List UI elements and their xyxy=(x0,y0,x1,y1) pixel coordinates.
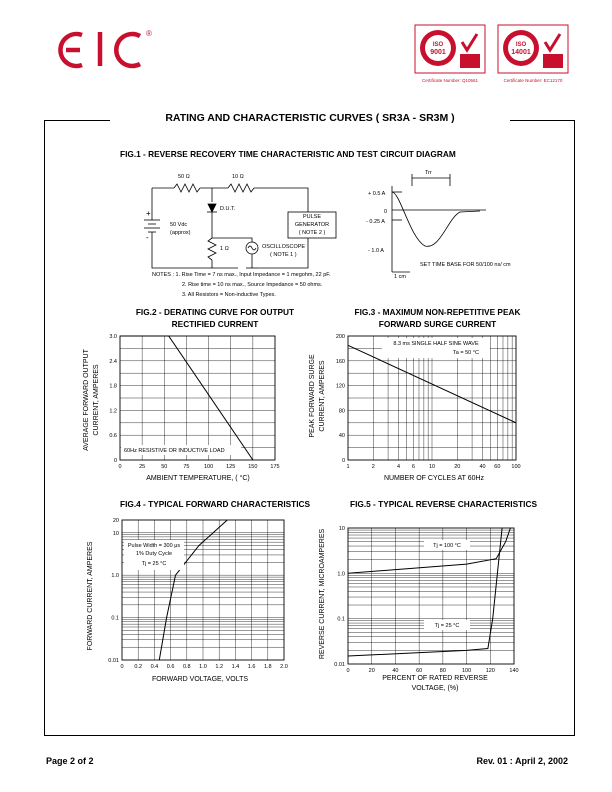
footer-page: Page 2 of 2 xyxy=(46,756,94,766)
cert-number-1: Certificate Number: Q10561 xyxy=(421,78,479,83)
x-tick-label: 120 xyxy=(485,668,495,674)
fig3-legend-2: Ta = 50 °C xyxy=(453,350,479,356)
y-tick-label: 2.4 xyxy=(109,358,117,365)
resistor-50: 50 Ω xyxy=(178,174,190,180)
x-tick-label: 60 xyxy=(416,668,423,674)
x-tick-label: 40 xyxy=(479,464,486,470)
fig5-xlabel-1: PERCENT OF RATED REVERSE xyxy=(382,675,488,682)
svg-text:1 cm: 1 cm xyxy=(394,274,406,280)
svg-text:Trr: Trr xyxy=(425,170,432,176)
fig4-legend-2: 1% Duty Cycle xyxy=(135,551,173,557)
fig2-chart xyxy=(78,330,288,486)
x-tick-label: 1.6 xyxy=(247,664,256,670)
y-tick-label: 10 xyxy=(112,530,119,537)
fig2-title-2: RECTIFIED CURRENT xyxy=(171,318,259,329)
svg-text:ISO: ISO xyxy=(432,42,444,48)
fig5-legend-1: Tj = 100 °C xyxy=(433,543,461,549)
cert-number-2: Certificate Number: EC12170 xyxy=(503,78,563,83)
fig2-legend: 60Hz RESISTIVE OR INDUCTIVE LOAD xyxy=(124,448,225,454)
x-tick-label: 1.2 xyxy=(215,664,224,670)
x-tick-label: 1 xyxy=(346,464,350,470)
x-tick-label: 25 xyxy=(139,464,146,470)
note-3: 3. All Resistors = Non-inductive Types. xyxy=(182,292,276,298)
x-tick-label: 0 xyxy=(346,668,350,674)
y-tick-label: 1.2 xyxy=(109,408,117,415)
x-tick-label: 0.8 xyxy=(182,664,191,670)
fig5-xlabel-2: VOLTAGE, (%) xyxy=(411,685,459,692)
x-tick-label: 1.8 xyxy=(263,664,272,670)
x-tick-label: 2.0 xyxy=(280,664,288,670)
x-tick-label: 125 xyxy=(226,464,236,470)
x-tick-label: 140 xyxy=(509,668,519,674)
fig3-xlabel: NUMBER OF CYCLES AT 60Hz xyxy=(383,475,485,482)
svg-text:1 Ω: 1 Ω xyxy=(220,246,229,252)
fig2-ylabel-1: AVERAGE FORWARD OUTPUT xyxy=(83,349,90,451)
svg-text:+: + xyxy=(146,209,151,218)
fig2-xlabel: AMBIENT TEMPERATURE, ( °C) xyxy=(146,475,250,482)
y-tick-label: 0.1 xyxy=(111,615,119,622)
svg-text:( NOTE 1 ): ( NOTE 1 ) xyxy=(270,252,297,258)
x-tick-label: 75 xyxy=(183,464,190,470)
y-tick-label: 0 xyxy=(113,458,117,464)
footer-revision: Rev. 01 : April 2, 2002 xyxy=(476,756,568,766)
y-tick-label: 1.0 xyxy=(337,571,345,578)
y-tick-label: 1.0 xyxy=(111,573,119,580)
svg-text:(approx): (approx) xyxy=(170,230,191,236)
x-tick-label: 0 xyxy=(118,464,122,470)
fig5-chart xyxy=(312,512,527,696)
x-tick-label: 20 xyxy=(368,668,375,674)
fig1-title: FIG.1 - REVERSE RECOVERY TIME CHARACTERISTIC AND TEST CIRCUIT DIAGRAM xyxy=(120,149,456,159)
svg-text:- 1.0 A: - 1.0 A xyxy=(368,248,384,254)
svg-text:50 Vdc: 50 Vdc xyxy=(170,222,188,228)
y-tick-label: 0.6 xyxy=(109,433,117,440)
svg-text:OSCILLOSCOPE: OSCILLOSCOPE xyxy=(262,244,306,250)
y-tick-label: 0.01 xyxy=(108,658,119,664)
x-tick-label: 80 xyxy=(439,668,446,674)
svg-text:9001: 9001 xyxy=(430,49,446,56)
y-tick-label: 120 xyxy=(335,383,345,390)
fig3-title-1: FIG.3 - MAXIMUM NON-REPETITIVE PEAK xyxy=(354,307,521,317)
note-1: NOTES : 1. Rise Time = 7 ns max., Input Impedance = 1 megohm, 22 pF. xyxy=(152,272,331,278)
fig4-legend-1: Pulse Width = 300 μs xyxy=(127,543,181,549)
resistor-10: 10 Ω xyxy=(232,174,244,180)
svg-text:SET TIME BASE FOR 50/100 ns/: SET TIME BASE FOR 50/100 ns/ cm xyxy=(420,262,511,268)
y-tick-label: 10 xyxy=(338,526,345,532)
x-tick-label: 100 xyxy=(511,464,521,470)
fig5-title: FIG.5 - TYPICAL REVERSE CHARACTERISTICS xyxy=(350,499,538,509)
svg-text:14001: 14001 xyxy=(511,49,531,56)
fig5-legend-2: Tj = 25 °C xyxy=(434,623,460,629)
x-tick-label: 1.4 xyxy=(231,664,240,670)
fig4-title: FIG.4 - TYPICAL FORWARD CHARACTERISTICS xyxy=(120,499,311,509)
x-tick-label: 2 xyxy=(371,464,375,470)
y-tick-label: 1.8 xyxy=(109,383,117,390)
fig4-legend-3: Tj = 25 °C xyxy=(141,561,167,567)
certification-badges xyxy=(414,24,574,86)
x-tick-label: 1.0 xyxy=(199,664,207,670)
x-tick-label: 10 xyxy=(428,464,436,470)
y-tick-label: 0.1 xyxy=(337,616,345,623)
fig4-ylabel: FORWARD CURRENT, AMPERES xyxy=(87,541,94,651)
y-tick-label: 0.01 xyxy=(334,662,345,668)
note-2: 2. Rise time = 10 ns max., Source Impedance = 50 ohms. xyxy=(182,282,323,288)
svg-text:- 0.25 A: - 0.25 A xyxy=(366,219,385,225)
y-tick-label: 3.0 xyxy=(109,334,117,340)
svg-text:GENERATOR: GENERATOR xyxy=(294,222,330,228)
x-tick-label: 0.4 xyxy=(150,664,159,670)
fig3-chart xyxy=(306,330,531,486)
fig4-xlabel: FORWARD VOLTAGE, VOLTS xyxy=(151,676,249,683)
x-tick-label: 0 xyxy=(120,664,124,670)
fig5-ylabel: REVERSE CURRENT, MICROAMPERES xyxy=(319,528,326,660)
y-tick-label: 200 xyxy=(335,334,345,340)
x-tick-label: 175 xyxy=(270,464,280,470)
svg-text:PULSE: PULSE xyxy=(302,214,322,220)
fig2-title-1: FIG.2 - DERATING CURVE FOR OUTPUT xyxy=(135,307,295,317)
y-tick-label: 20 xyxy=(112,518,119,524)
x-tick-label: 50 xyxy=(161,464,168,470)
fig4-chart xyxy=(80,512,295,686)
svg-text:0: 0 xyxy=(384,209,388,215)
svg-text:-: - xyxy=(146,233,149,242)
logo-reg: ® xyxy=(146,29,152,38)
fig3-title-2: FORWARD SURGE CURRENT xyxy=(378,318,497,329)
y-tick-label: 0 xyxy=(341,458,345,464)
dut-label: D.U.T. xyxy=(220,206,236,212)
fig3-ylabel-1: PEAK FORWARD SURGE xyxy=(309,354,316,438)
series-line xyxy=(348,528,510,573)
x-tick-label: 6 xyxy=(411,464,415,470)
fig3-legend-1: 8.3 ms SINGLE HALF SINE WAVE xyxy=(393,341,479,347)
svg-text:ISO: ISO xyxy=(515,42,527,48)
fig3-ylabel-2: CURRENT, AMPERES xyxy=(319,360,326,432)
fig1-circuit-diagram xyxy=(130,168,560,300)
y-tick-label: 160 xyxy=(335,358,345,365)
x-tick-label: 0.6 xyxy=(166,664,175,670)
x-tick-label: 150 xyxy=(248,464,258,470)
x-tick-label: 60 xyxy=(494,464,501,470)
eic-logo xyxy=(54,26,164,70)
x-tick-label: 40 xyxy=(392,668,399,674)
y-tick-label: 40 xyxy=(338,433,345,440)
x-tick-label: 4 xyxy=(397,464,401,470)
svg-text:+ 0.5 A: + 0.5 A xyxy=(368,191,386,197)
fig2-ylabel-2: CURRENT, AMPERES xyxy=(93,364,100,436)
page-title: RATING AND CHARACTERISTIC CURVES ( SR3A - SR3M ) xyxy=(110,112,510,124)
svg-text:( NOTE 2 ): ( NOTE 2 ) xyxy=(298,230,326,236)
x-tick-label: 0.2 xyxy=(134,664,143,670)
x-tick-label: 100 xyxy=(203,464,214,470)
x-tick-label: 20 xyxy=(454,464,461,470)
x-tick-label: 100 xyxy=(461,668,472,674)
y-tick-label: 80 xyxy=(338,408,345,415)
